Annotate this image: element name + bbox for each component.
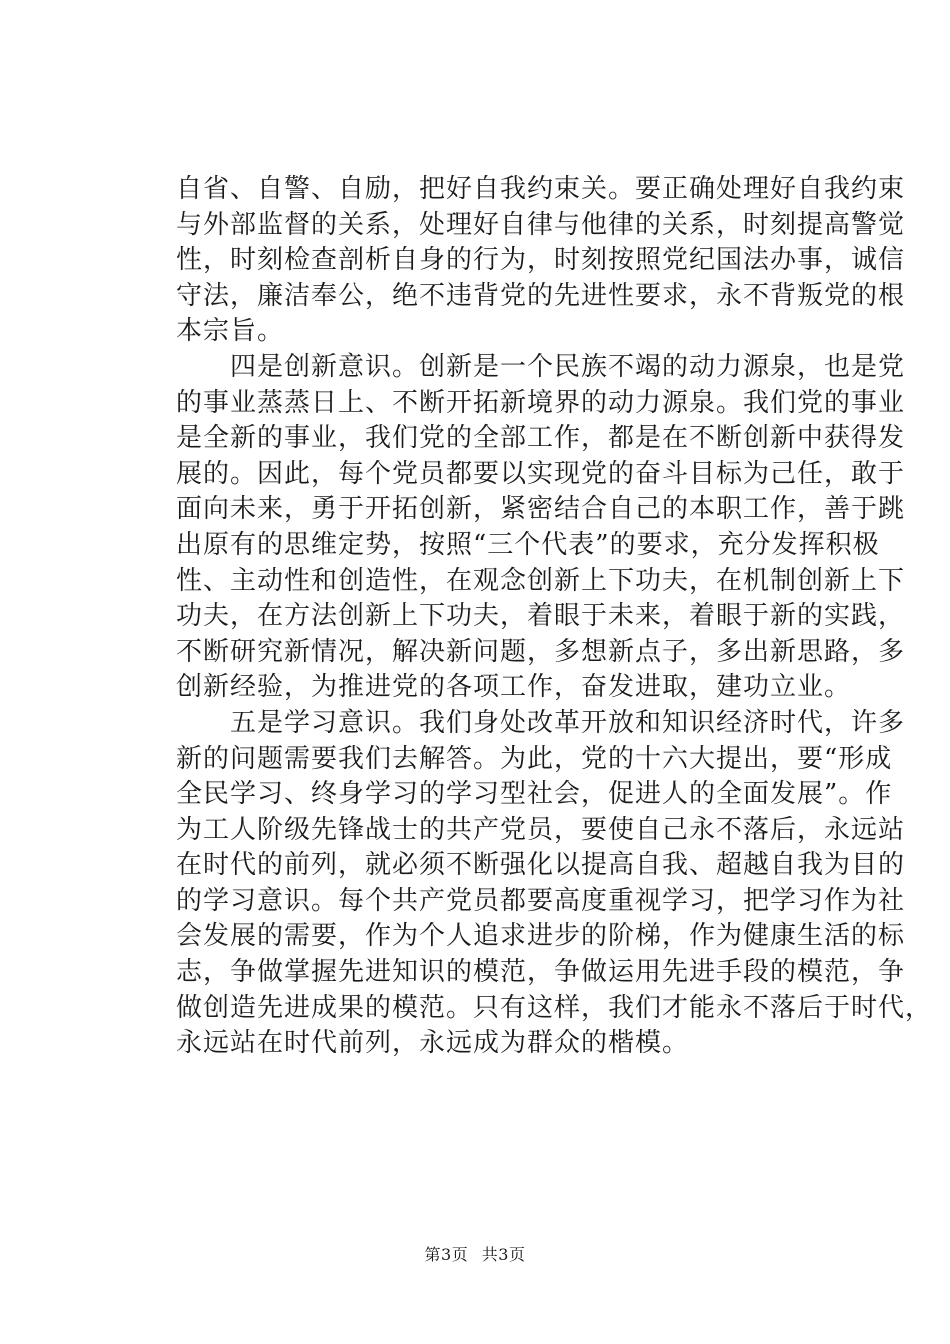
- text-line: 创新经验，为推进党的各项工作，奋发进取，建功立业。: [176, 672, 852, 703]
- text-line: 自省、自警、自励，把好自我约束关。要正确处理好自我约束: [176, 174, 906, 204]
- text-line: 展的。因此，每个党员都要以实现党的奋斗目标为己任，敢于: [176, 458, 906, 489]
- text-line: 的学习意识。每个共产党员都要高度重视学习，把学习作为社: [176, 885, 906, 916]
- document-body: [176, 172, 933, 1062]
- text-line: 五是学习意识。我们身处改革开放和知识经济时代，许多: [176, 707, 906, 738]
- text-line: 会发展的需要，作为个人追求进步的阶梯，作为健康生活的标: [176, 921, 906, 952]
- text-line: 四是创新意识。创新是一个民族不竭的动力源泉，也是党: [176, 351, 906, 382]
- text-line: 功夫，在方法创新上下功夫，着眼于未来，着眼于新的实践，: [176, 601, 906, 632]
- text-line: 性、主动性和创造性，在观念创新上下功夫，在机制创新上下: [176, 565, 906, 596]
- text-line: 新的问题需要我们去解答。为此，党的十六大提出，要“形成: [176, 743, 893, 774]
- text-line: 出原有的思维定势，按照“三个代表”的要求，充分发挥积极: [176, 529, 880, 560]
- text-line: 本宗旨。: [176, 316, 285, 347]
- text-line: 不断研究新情况，解决新问题，多想新点子，多出新思路，多: [176, 636, 906, 667]
- text-line: 的事业蒸蒸日上、不断开拓新境界的动力源泉。我们党的事业: [176, 387, 906, 418]
- page-number: 第3页: [424, 1245, 469, 1264]
- text-line: 是全新的事业，我们党的全部工作，都是在不断创新中获得发: [176, 423, 906, 454]
- page-total: 共3页: [481, 1245, 526, 1264]
- text-line: 在时代的前列，就必须不断强化以提高自我、超越自我为目的: [176, 850, 906, 881]
- page-footer: [0, 1243, 950, 1267]
- text-line: 面向未来，勇于开拓创新，紧密结合自己的本职工作，善于跳: [176, 494, 906, 525]
- text-line: 守法，廉洁奉公，绝不违背党的先进性要求，永不背叛党的根: [176, 280, 906, 311]
- text-line: 性，时刻检查剖析自身的行为，时刻按照党纪国法办事，诚信: [176, 245, 906, 276]
- text-line: 为工人阶级先锋战士的共产党员，要使自己永不落后，永远站: [176, 814, 906, 845]
- text-line: 与外部监督的关系，处理好自律与他律的关系，时刻提高警觉: [176, 209, 906, 240]
- text-line: 做创造先进成果的模范。只有这样，我们才能永不落后于时代，: [176, 992, 933, 1023]
- text-line: 永远站在时代前列，永远成为群众的楷模。: [176, 1028, 690, 1059]
- text-line: 全民学习、终身学习的学习型社会，促进人的全面发展”。作: [176, 779, 893, 810]
- text-line: 志，争做掌握先进知识的模范，争做运用先进手段的模范，争: [176, 957, 906, 988]
